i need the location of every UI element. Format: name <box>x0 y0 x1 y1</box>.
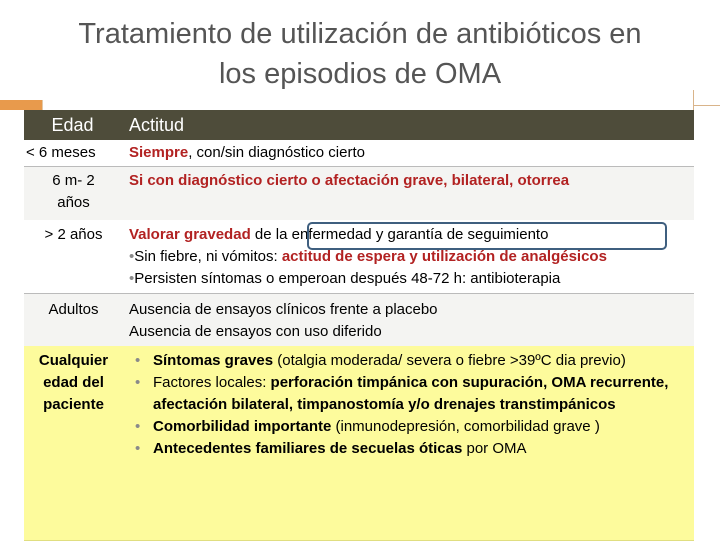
bullet-icon: • <box>135 352 141 369</box>
header-action: Actitud <box>123 110 694 140</box>
age-line: años <box>57 194 90 211</box>
action-emphasis: Si con diagnóstico cierto o afectación grave, bilateral, otorrea <box>129 172 570 189</box>
item-emphasis: Antecedentes familiares de secuelas óticas <box>153 440 463 457</box>
list-item <box>129 416 694 438</box>
decorative-corner-line <box>693 90 694 110</box>
action-emphasis: Siempre <box>129 144 189 161</box>
action-text: Persisten síntomas o emperoan después 48-72 h: antibioterapia <box>134 270 561 287</box>
action-cell <box>123 294 694 347</box>
table-row <box>24 167 694 221</box>
bullet-icon: • <box>135 418 141 435</box>
age-cell: Adultos <box>24 294 123 347</box>
treatment-table <box>24 110 694 541</box>
criteria-list <box>129 350 694 460</box>
age-line: Cualquier <box>38 352 109 369</box>
table-row <box>24 140 694 167</box>
bullet-icon: • <box>129 248 135 265</box>
age-line: edad del <box>43 374 104 391</box>
action-text: , con/sin diagnóstico cierto <box>188 144 365 161</box>
item-text: por OMA <box>462 440 527 457</box>
bullet-icon: • <box>135 440 141 457</box>
table-header-row <box>24 110 694 140</box>
action-emphasis: Valorar gravedad <box>129 226 251 243</box>
list-item <box>129 438 694 460</box>
item-emphasis: perforación timpánica con supuración, OMA recurrente, afectación bilateral, timpanostomía y/o drenajes transtimpánicos <box>153 374 669 413</box>
decorative-horizontal-line <box>693 105 720 106</box>
age-cell <box>24 346 123 541</box>
age-cell <box>24 167 123 221</box>
age-line: 6 m- 2 <box>52 172 95 189</box>
action-cell <box>123 346 694 541</box>
action-text: Sin fiebre, ni vómitos: <box>134 248 282 265</box>
action-line <box>129 268 694 290</box>
action-cell <box>123 140 694 167</box>
bullet-icon: • <box>135 374 141 391</box>
item-text: (inmunodepresión, comorbilidad grave ) <box>331 418 600 435</box>
highlight-box <box>307 222 667 250</box>
age-line: paciente <box>43 396 104 413</box>
item-text: (otalgia moderada/ severa o fiebre >39ºC dia previo) <box>273 352 626 369</box>
header-age: Edad <box>24 110 123 140</box>
slide-title <box>0 14 720 94</box>
bullet-icon: • <box>129 270 135 287</box>
table-row <box>24 346 694 541</box>
title-line-2: los episodios de OMA <box>218 58 502 90</box>
action-text: de la enfermedad y garantía de seguimiento <box>250 226 549 243</box>
age-cell: > 2 años <box>24 221 123 294</box>
item-text: Factores locales: <box>153 374 271 391</box>
list-item <box>129 372 694 416</box>
list-item <box>129 350 694 372</box>
action-line: Ausencia de ensayos clínicos frente a placebo <box>129 301 438 318</box>
title-line-1: Tratamiento de utilización de antibióticos en <box>78 18 642 50</box>
table-row <box>24 294 694 347</box>
action-emphasis: actitud de espera y utilización de analgésicos <box>281 248 607 265</box>
decorative-orange-bar <box>0 100 43 110</box>
action-line: Ausencia de ensayos con uso diferido <box>129 323 382 340</box>
item-emphasis: Síntomas graves <box>153 352 274 369</box>
age-cell: < 6 meses <box>24 140 123 167</box>
action-cell <box>123 167 694 221</box>
item-emphasis: Comorbilidad importante <box>153 418 332 435</box>
